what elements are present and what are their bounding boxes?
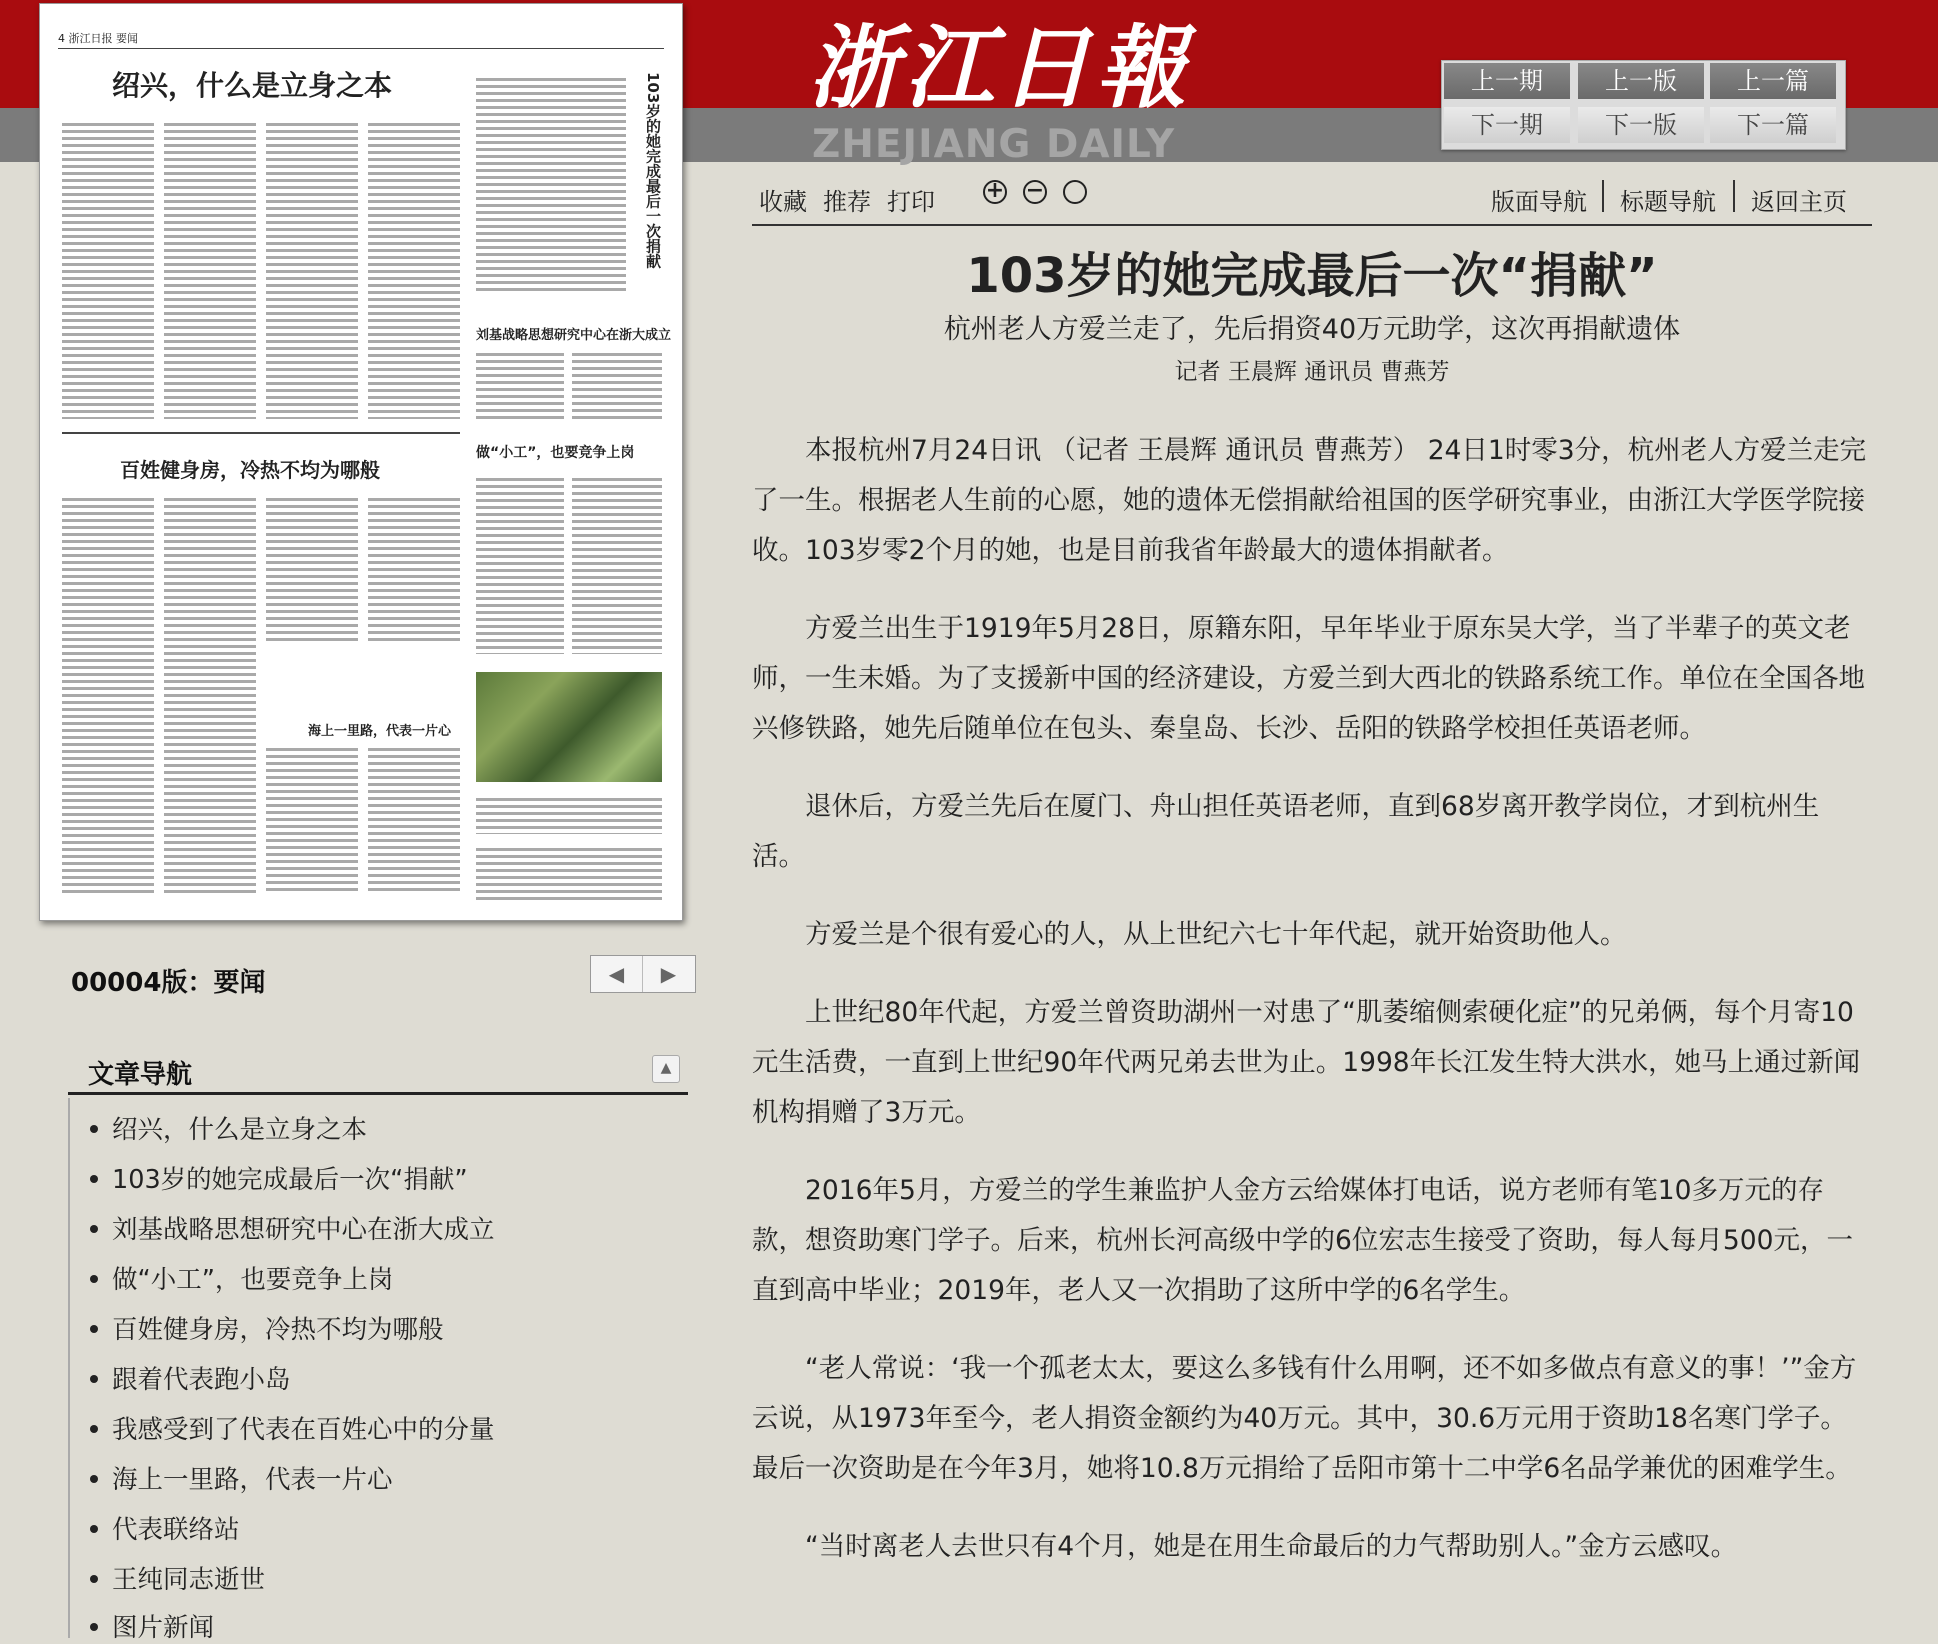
- logo-english: ZHEJIANG DAILY: [812, 122, 1176, 167]
- thumb-text-column: [266, 119, 358, 419]
- bullet-icon: [90, 1125, 98, 1133]
- thumb-text-column: [476, 474, 564, 654]
- newspaper-page-thumbnail[interactable]: [39, 3, 683, 921]
- thumb-text-column: [476, 844, 662, 904]
- collect-link[interactable]: 收藏: [759, 188, 807, 216]
- bullet-icon: [90, 1575, 98, 1583]
- prev-article-button[interactable]: 上一篇: [1710, 63, 1836, 99]
- article-byline: 记者 王晨辉 通讯员 曹燕芳: [1174, 359, 1450, 385]
- thumb-text-column: [62, 119, 154, 419]
- article-nav-title: 文章导航: [88, 1060, 193, 1090]
- bullet-icon: [90, 1525, 98, 1533]
- article-nav-item-label: 刘基战略思想研究中心在浙大成立: [112, 1215, 495, 1245]
- article-paragraph: 方爱兰出生于1919年5月28日，原籍东阳，早年毕业于原东吴大学，当了半辈子的英文老师，一生未婚。为了支援新中国的经济建设，方爱兰到大西北的铁路系统工作。单位在全国各地兴修铁路，她先后随单位在包头、秦皇岛、长沙、岳阳的铁路学校担任英语老师。: [752, 613, 1865, 744]
- issue-navigation: [1441, 60, 1846, 150]
- thumb-text-column: [572, 474, 662, 654]
- thumb-headline-xiaogong: 做“小工”，也要竞争上岗: [476, 445, 635, 461]
- article-nav-item-label: 王纯同志逝世: [112, 1565, 266, 1595]
- thumb-headline-vertical: 103岁的她完成最后一次捐献: [644, 72, 662, 269]
- edition-label: 00004版：要闻: [71, 968, 266, 998]
- article-nav-item[interactable]: [90, 1110, 367, 1146]
- next-page-button[interactable]: 下一版: [1578, 107, 1704, 143]
- chevron-left-icon[interactable]: ◀: [591, 956, 643, 992]
- title-nav-link[interactable]: 标题导航: [1620, 188, 1716, 216]
- zoom-out-icon[interactable]: −: [1023, 180, 1047, 204]
- prev-issue-button[interactable]: 上一期: [1444, 63, 1570, 99]
- article-nav-item-label: 做“小工”，也要竞争上岗: [112, 1265, 394, 1295]
- article-nav-item[interactable]: [90, 1310, 444, 1346]
- thumb-headline-liuji: 刘基战略思想研究中心在浙大成立: [476, 328, 672, 343]
- article-paragraph: “当时离老人去世只有4个月，她是在用生命最后的力气帮助别人。”金方云感叹。: [805, 1531, 1738, 1562]
- zhejiang-daily-logo: [808, 15, 1192, 168]
- article-paragraph: 本报杭州7月24日讯 （记者 王晨辉 通讯员 曹燕芳） 24日1时零3分，杭州老人方爱兰走完了一生。根据老人生前的心愿，她的遗体无偿捐献给祖国的医学研究事业，由浙江大学医学院接收。103岁零2个月的她，也是目前我省年龄最大的遗体捐献者。: [752, 435, 1867, 566]
- thumb-headline-gym: 百姓健身房，冷热不均为哪般: [120, 458, 380, 482]
- thumb-rule: [62, 432, 460, 434]
- article-nav-header: [68, 1040, 688, 1095]
- article-nav-item-label: 103岁的她完成最后一次“捐献”: [112, 1165, 468, 1195]
- article-nav-item[interactable]: [90, 1260, 393, 1296]
- article-nav-item[interactable]: [90, 1510, 240, 1546]
- thumb-page-header: 4 浙江日报 要闻: [58, 32, 138, 45]
- zoom-in-icon[interactable]: +: [983, 180, 1007, 204]
- article-subtitle: 杭州老人方爱兰走了，先后捐资40万元助学，这次再捐献遗体: [943, 314, 1681, 345]
- article-nav-item-label: 百姓健身房，冷热不均为哪般: [112, 1315, 444, 1345]
- print-link[interactable]: 打印: [887, 188, 935, 216]
- thumb-text-column: [266, 494, 358, 644]
- article-nav-item[interactable]: [90, 1608, 214, 1644]
- article-nav-item[interactable]: [90, 1160, 468, 1196]
- toolbar-divider: [1733, 180, 1735, 212]
- article-nav-item[interactable]: [90, 1360, 291, 1396]
- thumb-text-column: [368, 744, 460, 894]
- article-nav-item[interactable]: [90, 1560, 265, 1596]
- article-paragraph: 2016年5月，方爱兰的学生兼监护人金方云给媒体打电话，说方老师有笔10多万元的存款，想资助寒门学子。后来，杭州长河高级中学的6位宏志生接受了资助，每人每月500元，一直到高中毕业；2019年，老人又一次捐助了这所中学的6名学生。: [752, 1175, 1853, 1306]
- article-nav-item[interactable]: [90, 1460, 393, 1496]
- thumb-text-column: [368, 119, 460, 419]
- article-paragraph: 退休后，方爱兰先后在厦门、舟山担任英语老师，直到68岁离开教学岗位，才到杭州生活。: [752, 791, 1820, 872]
- next-article-button[interactable]: 下一篇: [1710, 107, 1836, 143]
- prev-page-button[interactable]: 上一版: [1578, 63, 1704, 99]
- next-issue-button[interactable]: 下一期: [1444, 107, 1570, 143]
- thumb-rule: [58, 48, 664, 49]
- article-nav-item-label: 跟着代表跑小岛: [112, 1365, 291, 1395]
- bullet-icon: [90, 1623, 98, 1631]
- article-nav-item-label: 图片新闻: [112, 1613, 215, 1643]
- bullet-icon: [90, 1475, 98, 1483]
- bullet-icon: [90, 1325, 98, 1333]
- bullet-icon: [90, 1175, 98, 1183]
- recommend-link[interactable]: 推荐: [823, 188, 871, 216]
- article-nav-item[interactable]: [90, 1210, 495, 1246]
- collapse-up-icon[interactable]: ▲: [652, 1055, 680, 1083]
- article-toolbar: [752, 176, 1872, 226]
- thumb-headline-haishang: 海上一里路，代表一片心: [308, 724, 452, 739]
- thumb-text-column: [476, 349, 564, 419]
- bullet-icon: [90, 1225, 98, 1233]
- article-paragraph: “老人常说：‘我一个孤老太太，要这么多钱有什么用啊，还不如多做点有意义的事！’”金方云说，从1973年至今，老人捐资金额约为40万元。其中，30.6万元用于资助18名寒门学子。最后一次资助是在今年3月，她将10.8万元捐给了岳阳市第十二中学6名品学兼优的困难学生。: [752, 1353, 1857, 1484]
- thumb-news-photo: [476, 672, 662, 782]
- thumb-text-column: [368, 494, 460, 644]
- article-nav-item-label: 绍兴，什么是立身之本: [112, 1115, 368, 1145]
- bullet-icon: [90, 1425, 98, 1433]
- thumb-text-column: [164, 119, 256, 419]
- bullet-icon: [90, 1275, 98, 1283]
- page-arrows: [590, 955, 696, 993]
- thumb-text-column: [572, 349, 662, 419]
- toolbar-divider: [1602, 180, 1604, 212]
- thumb-text-column: [476, 74, 626, 294]
- article-paragraph: 上世纪80年代起，方爱兰曾资助湖州一对患了“肌萎缩侧索硬化症”的兄弟俩，每个月寄10元生活费，一直到上世纪90年代两兄弟去世为止。1998年长江发生特大洪水，她马上通过新闻机构捐赠了3万元。: [752, 997, 1861, 1128]
- thumb-text-column: [164, 494, 256, 894]
- bullet-icon: [90, 1375, 98, 1383]
- chevron-right-icon[interactable]: ▶: [660, 962, 677, 986]
- article-body: [752, 426, 1872, 1600]
- thumb-photo-caption: [476, 794, 662, 834]
- thumb-headline-main: 绍兴，什么是立身之本: [112, 69, 393, 102]
- article-title: 103岁的她完成最后一次“捐献”: [966, 248, 1658, 304]
- page-nav-link[interactable]: 版面导航: [1491, 188, 1587, 216]
- zoom-reset-icon[interactable]: [1063, 180, 1087, 204]
- thumb-text-column: [62, 494, 154, 894]
- thumb-text-column: [266, 744, 358, 894]
- article-nav-item-label: 代表联络站: [112, 1515, 240, 1545]
- home-link[interactable]: 返回主页: [1751, 188, 1847, 216]
- logo-chinese: 浙江日報: [808, 15, 1192, 121]
- article-nav-list: [68, 1098, 690, 1643]
- article-nav-item-label: 我感受到了代表在百姓心中的分量: [112, 1415, 495, 1445]
- article-nav-item-label: 海上一里路，代表一片心: [112, 1465, 393, 1495]
- article-paragraph: 方爱兰是个很有爱心的人，从上世纪六七十年代起，就开始资助他人。: [805, 919, 1627, 950]
- article-nav-item[interactable]: [90, 1410, 495, 1446]
